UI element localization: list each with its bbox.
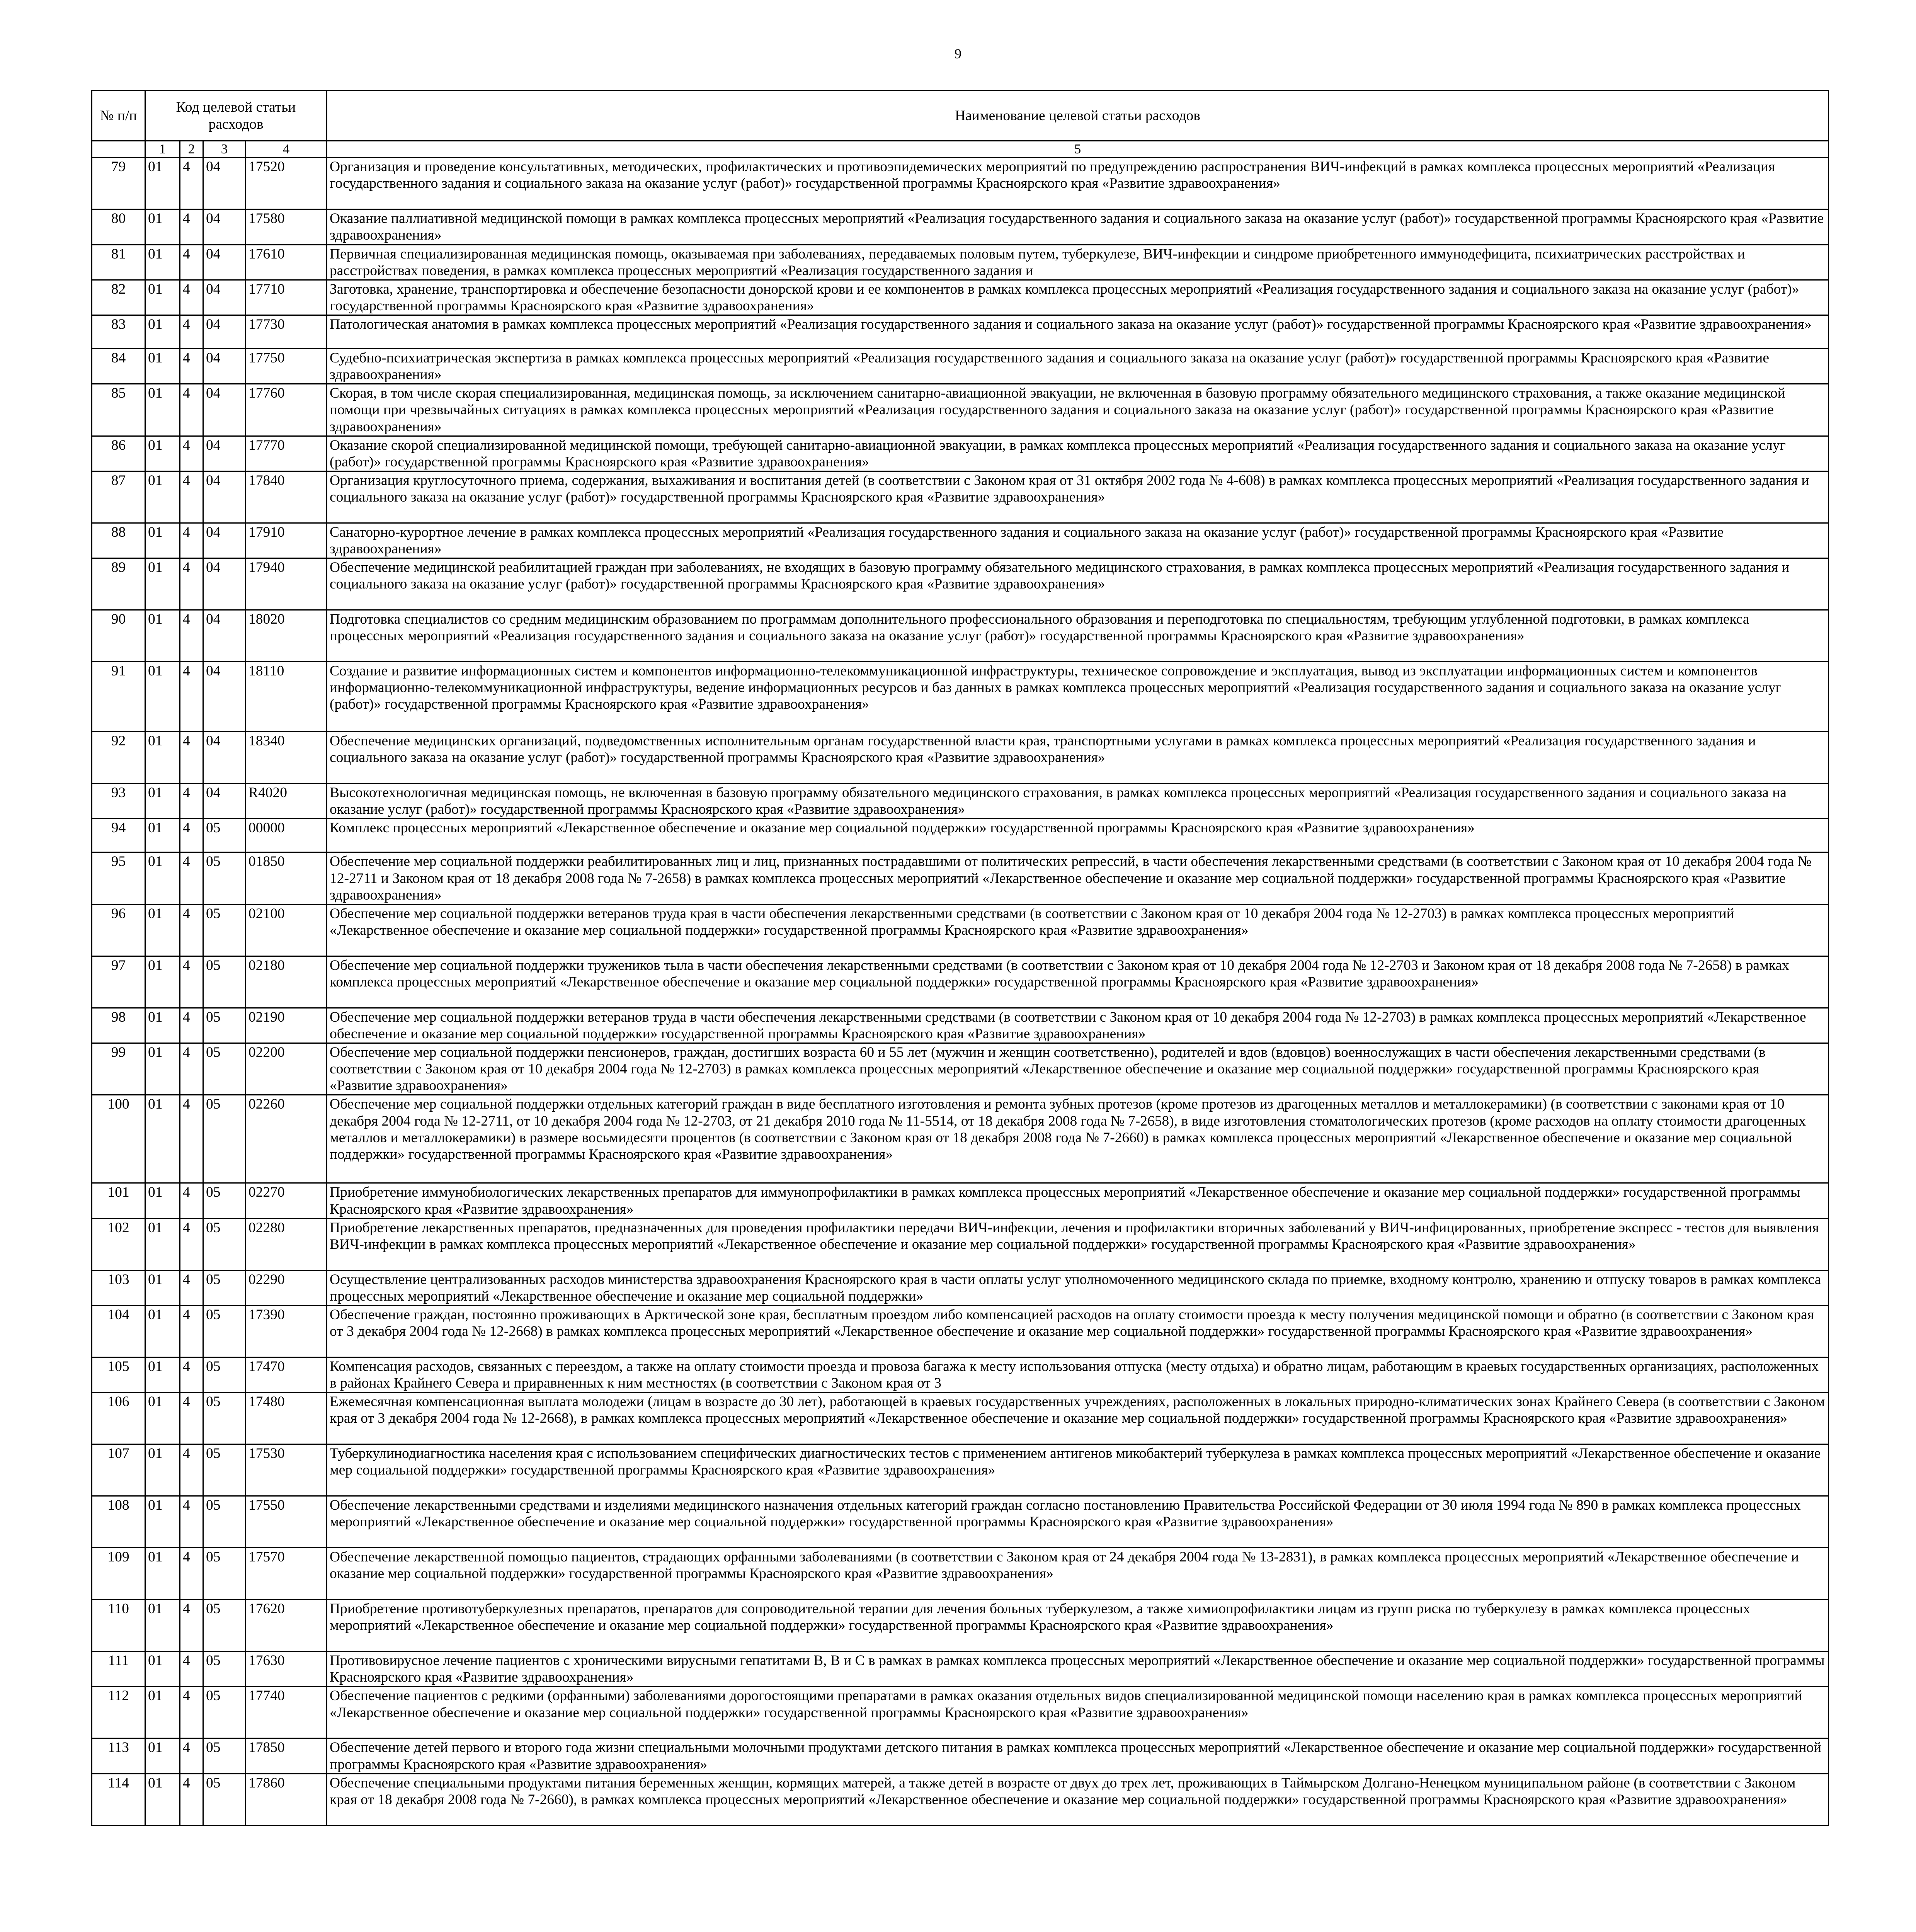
code-part-4: 17620 [246, 1600, 327, 1651]
code-part-1: 01 [145, 315, 180, 349]
code-part-3: 04 [203, 662, 246, 732]
row-number: 104 [92, 1305, 145, 1357]
code-part-3: 04 [203, 471, 246, 523]
code-part-3: 04 [203, 384, 246, 436]
expenditure-name: Противовирусное лечение пациентов с хроническими вирусными гепатитами B, B и C в рамках в рамках комплекса процессных мероприятий «Лекарственное обеспечение и оказание мер социальной поддержки» государственной программы Красноярского края «Развитие здравоохранения» [327, 1651, 1829, 1687]
row-number: 90 [92, 610, 145, 662]
expenditure-name: Обеспечение пациентов с редкими (орфанными) заболеваниями дорогостоящими препаратами в рамках оказания отдельных видов специализированной медицинской помощи населению края в рамках комплекса процессных мероприятий «Лекарственное обеспечение и оказание мер социальной поддержки» государственной программы Красноярского края «Развитие здравоохранения» [327, 1687, 1829, 1738]
row-number: 87 [92, 471, 145, 523]
code-part-1: 01 [145, 523, 180, 558]
row-number: 79 [92, 158, 145, 209]
code-part-3: 05 [203, 819, 246, 852]
code-part-1: 01 [145, 1095, 180, 1183]
code-part-2: 4 [180, 1357, 203, 1392]
code-part-4: 17910 [246, 523, 327, 558]
expenditure-name: Туберкулинодиагностика населения края с использованием специфических диагностических тестов с применением антигенов микобактерий туберкулеза в рамках комплекса процессных мероприятий «Лекарственное обеспечение и оказание мер социальной поддержки» государственной программы Красноярского края «Развитие здравоохранения» [327, 1444, 1829, 1496]
code-part-3: 05 [203, 1496, 246, 1548]
code-part-1: 01 [145, 1444, 180, 1496]
code-part-3: 05 [203, 1008, 246, 1043]
code-part-3: 05 [203, 1357, 246, 1392]
code-part-4: 17470 [246, 1357, 327, 1392]
code-part-1: 01 [145, 209, 180, 245]
code-part-4: 02270 [246, 1183, 327, 1218]
row-number: 111 [92, 1651, 145, 1687]
code-part-4: 02290 [246, 1270, 327, 1305]
code-part-2: 4 [180, 1774, 203, 1825]
code-part-4: 17520 [246, 158, 327, 209]
table-row [92, 1687, 1829, 1738]
code-part-3: 05 [203, 1738, 246, 1774]
code-part-2: 4 [180, 523, 203, 558]
code-part-3: 05 [203, 1218, 246, 1270]
expenditure-name: Обеспечение лекарственной помощью пациентов, страдающих орфанными заболеваниями (в соответствии с Законом края от 24 декабря 2004 года № 13-2831), в рамках комплекса процессных мероприятий «Лекарственное обеспечение и оказание мер социальной поддержки» государственной программы Красноярского края «Развитие здравоохранения» [327, 1548, 1829, 1600]
index-3: 3 [203, 141, 246, 158]
row-number: 94 [92, 819, 145, 852]
code-part-1: 01 [145, 662, 180, 732]
header-name: Наименование целевой статьи расходов [327, 91, 1829, 141]
table-row [92, 349, 1829, 384]
expenditure-name: Заготовка, хранение, транспортировка и обеспечение безопасности донорской крови и ее компонентов в рамках комплекса процессных мероприятий «Реализация государственного задания и социального заказа на оказание услуг (работ)» государственной программы Красноярского края «Развитие здравоохранения» [327, 280, 1829, 315]
code-part-2: 4 [180, 1651, 203, 1687]
row-number: 80 [92, 209, 145, 245]
table-row [92, 436, 1829, 471]
table-row [92, 1218, 1829, 1270]
table-row [92, 1357, 1829, 1392]
code-part-2: 4 [180, 209, 203, 245]
code-part-2: 4 [180, 349, 203, 384]
expenditure-name: Создание и развитие информационных систем и компонентов информационно-телекоммуникационной инфраструктуры, техническое сопровождение и эксплуатация, вывод из эксплуатации информационных систем и компонентов информационно-телекоммуникационной инфраструктуры, ведение информационных ресурсов и баз данных в рамках комплекса процессных мероприятий «Реализация государственного задания и социального заказа на оказание услуг (работ)» государственной программы Красноярского края «Развитие здравоохранения» [327, 662, 1829, 732]
row-number: 103 [92, 1270, 145, 1305]
code-part-2: 4 [180, 1183, 203, 1218]
expenditure-name: Обеспечение медицинских организаций, подведомственных исполнительным органам государственной власти края, транспортными услугами в рамках комплекса процессных мероприятий «Реализация государственного задания и социального заказа на оказание услуг (работ)» государственной программы Красноярского края «Развитие здравоохранения» [327, 732, 1829, 784]
code-part-3: 05 [203, 1305, 246, 1357]
row-number: 113 [92, 1738, 145, 1774]
expenditure-name: Обеспечение граждан, постоянно проживающих в Арктической зоне края, бесплатным проездом либо компенсацией расходов на оплату стоимости проезда к месту получения медицинской помощи и обратно (в соответствии с Законом края от 3 декабря 2004 года № 12-2668) в рамках комплекса процессных мероприятий «Лекарственное обеспечение и оказание мер социальной поддержки» государственной программы Красноярского края «Развитие здравоохранения» [327, 1305, 1829, 1357]
table-row [92, 1043, 1829, 1095]
code-part-3: 05 [203, 1043, 246, 1095]
code-part-3: 04 [203, 436, 246, 471]
expenditure-name: Первичная специализированная медицинская помощь, оказываемая при заболеваниях, передаваемых половым путем, туберкулезе, ВИЧ-инфекции и синдроме приобретенного иммунодефицита, психиатрических расстройствах и расстройствах поведения, в рамках комплекса процессных мероприятий «Реализация государственного задания и [327, 245, 1829, 280]
code-part-3: 05 [203, 1270, 246, 1305]
index-4: 4 [246, 141, 327, 158]
code-part-4: 17480 [246, 1393, 327, 1444]
code-part-4: 02100 [246, 904, 327, 956]
index-5: 5 [327, 141, 1829, 158]
table-row [92, 1548, 1829, 1600]
expenditure-name: Приобретение противотуберкулезных препаратов, препаратов для сопроводительной терапии для лечения больных туберкулезом, а также химиопрофилактики лицам из групп риска по туберкулезу в рамках комплекса процессных мероприятий «Лекарственное обеспечение и оказание мер социальной поддержки» государственной программы Красноярского края «Развитие здравоохранения» [327, 1600, 1829, 1651]
row-number: 89 [92, 558, 145, 610]
code-part-3: 05 [203, 1548, 246, 1600]
code-part-3: 04 [203, 245, 246, 280]
row-number: 102 [92, 1218, 145, 1270]
row-number: 107 [92, 1444, 145, 1496]
code-part-4: 17570 [246, 1548, 327, 1600]
expenditure-name: Скорая, в том числе скорая специализированная, медицинская помощь, за исключением санитарно-авиационной эвакуации, не включенная в базовую программу обязательного медицинского страхования, а также оказание медицинской помощи при чрезвычайных ситуациях в рамках комплекса процессных мероприятий «Реализация государственного задания и социального заказа на оказание услуг (работ)» государственной программы Красноярского края «Развитие здравоохранения» [327, 384, 1829, 436]
table-row [92, 558, 1829, 610]
code-part-4: 17840 [246, 471, 327, 523]
code-part-1: 01 [145, 245, 180, 280]
code-part-2: 4 [180, 436, 203, 471]
code-part-4: 02280 [246, 1218, 327, 1270]
code-part-2: 4 [180, 1218, 203, 1270]
code-part-1: 01 [145, 280, 180, 315]
code-part-3: 05 [203, 1600, 246, 1651]
code-part-2: 4 [180, 1305, 203, 1357]
target-expenditure-table [91, 90, 1829, 1826]
code-part-1: 01 [145, 732, 180, 784]
code-part-3: 04 [203, 158, 246, 209]
code-part-1: 01 [145, 384, 180, 436]
row-number: 109 [92, 1548, 145, 1600]
code-part-3: 04 [203, 315, 246, 349]
code-part-4: 00000 [246, 819, 327, 852]
code-part-2: 4 [180, 852, 203, 904]
table-row [92, 523, 1829, 558]
table-row [92, 1305, 1829, 1357]
row-number: 105 [92, 1357, 145, 1392]
expenditure-name: Подготовка специалистов со средним медицинским образованием по программам дополнительного профессионального образования и переподготовка по специальностям, требующим углубленной подготовки, в рамках комплекса процессных мероприятий «Реализация государственного задания и социального заказа на оказание услуг (работ)» государственной программы Красноярского края «Развитие здравоохранения» [327, 610, 1829, 662]
code-part-1: 01 [145, 1183, 180, 1218]
table-row [92, 784, 1829, 819]
index-1: 1 [145, 141, 180, 158]
row-number: 81 [92, 245, 145, 280]
table-row [92, 1095, 1829, 1183]
code-part-1: 01 [145, 1496, 180, 1548]
code-part-2: 4 [180, 956, 203, 1008]
code-part-1: 01 [145, 471, 180, 523]
code-part-3: 05 [203, 1393, 246, 1444]
table-row [92, 384, 1829, 436]
code-part-4: 17580 [246, 209, 327, 245]
row-number: 93 [92, 784, 145, 819]
expenditure-name: Обеспечение мер социальной поддержки отдельных категорий граждан в виде бесплатного изготовления и ремонта зубных протезов (кроме протезов из драгоценных металлов и металлокерамики) (в соответствии с законами края от 10 декабря 2004 года № 12-2711, от 10 декабря 2004 года № 12-2703, от 21 декабря 2010 года № 11-5514, от 18 декабря 2008 года № 7-2658), в виде изготовления стоматологических протезов (кроме расходов на оплату стоимости драгоценных металлов и металлокерамики) в размере восьмидесяти процентов (в соответствии с Законом края от 18 декабря 2008 года № 7-2660) в рамках комплекса процессных мероприятий «Лекарственное обеспечение и оказание мер социальной поддержки» государственной программы Красноярского края «Развитие здравоохранения» [327, 1095, 1829, 1183]
code-part-1: 01 [145, 1600, 180, 1651]
expenditure-name: Организация и проведение консультативных, методических, профилактических и противоэпидемических мероприятий по предупреждению распространения ВИЧ-инфекций в рамках комплекса процессных мероприятий «Реализация государственного задания и социального заказа на оказание услуг (работ)» государственной программы Красноярского края «Развитие здравоохранения» [327, 158, 1829, 209]
code-part-1: 01 [145, 1043, 180, 1095]
row-number: 112 [92, 1687, 145, 1738]
code-part-4: 17760 [246, 384, 327, 436]
table-body [92, 158, 1829, 1825]
code-part-2: 4 [180, 1496, 203, 1548]
table-row [92, 1444, 1829, 1496]
code-part-1: 01 [145, 852, 180, 904]
code-part-3: 05 [203, 904, 246, 956]
table-row [92, 852, 1829, 904]
table-row [92, 1774, 1829, 1825]
code-part-1: 01 [145, 1687, 180, 1738]
row-number: 100 [92, 1095, 145, 1183]
code-part-3: 04 [203, 280, 246, 315]
code-part-1: 01 [145, 1270, 180, 1305]
row-number: 96 [92, 904, 145, 956]
code-part-2: 4 [180, 245, 203, 280]
table-row [92, 1008, 1829, 1043]
code-part-2: 4 [180, 280, 203, 315]
code-part-2: 4 [180, 1444, 203, 1496]
code-part-2: 4 [180, 1738, 203, 1774]
table-row [92, 245, 1829, 280]
code-part-2: 4 [180, 1548, 203, 1600]
expenditure-name: Санаторно-курортное лечение в рамках комплекса процессных мероприятий «Реализация государственного задания и социального заказа на оказание услуг (работ)» государственной программы Красноярского края «Развитие здравоохранения» [327, 523, 1829, 558]
code-part-2: 4 [180, 1687, 203, 1738]
page-number: 9 [955, 46, 961, 61]
code-part-4: 02260 [246, 1095, 327, 1183]
code-part-4: 17730 [246, 315, 327, 349]
code-part-1: 01 [145, 784, 180, 819]
expenditure-name: Оказание скорой специализированной медицинской помощи, требующей санитарно-авиационной эвакуации, в рамках комплекса процессных мероприятий «Реализация государственного задания и социального заказа на оказание услуг (работ)» государственной программы Красноярского края «Развитие здравоохранения» [327, 436, 1829, 471]
code-part-3: 04 [203, 523, 246, 558]
row-number: 84 [92, 349, 145, 384]
code-part-3: 04 [203, 732, 246, 784]
code-part-3: 05 [203, 1444, 246, 1496]
code-part-3: 05 [203, 1095, 246, 1183]
row-number: 106 [92, 1393, 145, 1444]
code-part-4: 17630 [246, 1651, 327, 1687]
row-number: 108 [92, 1496, 145, 1548]
code-part-4: 18110 [246, 662, 327, 732]
code-part-2: 4 [180, 662, 203, 732]
code-part-3: 04 [203, 558, 246, 610]
expenditure-name: Обеспечение мер социальной поддержки реабилитированных лиц и лиц, признанных пострадавшими от политических репрессий, в части обеспечения лекарственными средствами (в соответствии с Законом края от 10 декабря 2004 года № 12-2711 и Законом края от 18 декабря 2008 года № 7-2658) в рамках комплекса процессных мероприятий «Лекарственное обеспечение и оказание мер социальной поддержки» государственной программы Красноярского края «Развитие здравоохранения» [327, 852, 1829, 904]
code-part-3: 04 [203, 209, 246, 245]
code-part-2: 4 [180, 1393, 203, 1444]
table-row [92, 209, 1829, 245]
code-part-2: 4 [180, 558, 203, 610]
code-part-1: 01 [145, 1548, 180, 1600]
expenditure-name: Судебно-психиатрическая экспертиза в рамках комплекса процессных мероприятий «Реализация государственного задания и социального заказа на оказание услуг (работ)» государственной программы Красноярского края «Развитие здравоохранения» [327, 349, 1829, 384]
code-part-1: 01 [145, 956, 180, 1008]
expenditure-name: Оказание паллиативной медицинской помощи в рамках комплекса процессных мероприятий «Реализация государственного задания и социального заказа на оказание услуг (работ)» государственной программы Красноярского края «Развитие здравоохранения» [327, 209, 1829, 245]
row-number: 101 [92, 1183, 145, 1218]
code-part-3: 04 [203, 349, 246, 384]
table-row [92, 904, 1829, 956]
code-part-1: 01 [145, 819, 180, 852]
row-number: 83 [92, 315, 145, 349]
code-part-2: 4 [180, 1270, 203, 1305]
expenditure-name: Приобретение лекарственных препаратов, предназначенных для проведения профилактики передачи ВИЧ-инфекции, лечения и профилактики вторичных заболеваний у ВИЧ-инфицированных, приобретение экспресс - тестов для выявления ВИЧ-инфекции в рамках комплекса процессных мероприятий «Лекарственное обеспечение и оказание мер социальной поддержки» государственной программы Красноярского края «Развитие здравоохранения» [327, 1218, 1829, 1270]
code-part-4: 17710 [246, 280, 327, 315]
code-part-4: 17550 [246, 1496, 327, 1548]
row-number: 114 [92, 1774, 145, 1825]
code-part-3: 05 [203, 1774, 246, 1825]
expenditure-name: Обеспечение лекарственными средствами и изделиями медицинского назначения отдельных категорий граждан согласно постановлению Правительства Российской Федерации от 30 июля 1994 года № 890 в рамках комплекса процессных мероприятий «Лекарственное обеспечение и оказание мер социальной поддержки» государственной программы Красноярского края «Развитие здравоохранения» [327, 1496, 1829, 1548]
table-row [92, 1270, 1829, 1305]
index-2: 2 [180, 141, 203, 158]
row-number: 85 [92, 384, 145, 436]
expenditure-name: Обеспечение детей первого и второго года жизни специальными молочными продуктами детского питания в рамках комплекса процессных мероприятий «Лекарственное обеспечение и оказание мер социальной поддержки» государственной программы Красноярского края «Развитие здравоохранения» [327, 1738, 1829, 1774]
table-row [92, 1651, 1829, 1687]
expenditure-name: Обеспечение мер социальной поддержки ветеранов труда края в части обеспечения лекарственными средствами (в соответствии с Законом края от 10 декабря 2004 года № 12-2703) в рамках комплекса процессных мероприятий «Лекарственное обеспечение и оказание мер социальной поддержки» государственной программы Красноярского края «Развитие здравоохранения» [327, 904, 1829, 956]
table-row [92, 1393, 1829, 1444]
table-row [92, 1600, 1829, 1651]
table-row [92, 158, 1829, 209]
code-part-1: 01 [145, 436, 180, 471]
code-part-2: 4 [180, 732, 203, 784]
row-number: 99 [92, 1043, 145, 1095]
table-row [92, 1183, 1829, 1218]
code-part-1: 01 [145, 1357, 180, 1392]
row-number: 86 [92, 436, 145, 471]
code-part-4: 01850 [246, 852, 327, 904]
code-part-1: 01 [145, 1305, 180, 1357]
code-part-2: 4 [180, 471, 203, 523]
code-part-2: 4 [180, 904, 203, 956]
header-code: Код целевой статьи расходов [145, 91, 327, 141]
expenditure-name: Организация круглосуточного приема, содержания, выхаживания и воспитания детей (в соответствии с Законом края от 31 октября 2002 года № 4-608) в рамках комплекса процессных мероприятий «Реализация государственного задания и социального заказа на оказание услуг (работ)» государственной программы Красноярского края «Развитие здравоохранения» [327, 471, 1829, 523]
table-row [92, 280, 1829, 315]
code-part-4: 17850 [246, 1738, 327, 1774]
table-row [92, 956, 1829, 1008]
expenditure-name: Обеспечение мер социальной поддержки пенсионеров, граждан, достигших возраста 60 и 55 лет (мужчин и женщин соответственно), родителей и вдов (вдовцов) военнослужащих в части обеспечения лекарственными средствами (в соответствии с Законом края от 10 декабря 2004 года № 12-2703) в рамках комплекса процессных мероприятий «Лекарственное обеспечение и оказание мер социальной поддержки» государственной программы Красноярского края «Развитие здравоохранения» [327, 1043, 1829, 1095]
index-blank [92, 141, 145, 158]
code-part-1: 01 [145, 904, 180, 956]
code-part-1: 01 [145, 1008, 180, 1043]
code-part-4: 17940 [246, 558, 327, 610]
code-part-2: 4 [180, 384, 203, 436]
code-part-2: 4 [180, 819, 203, 852]
expenditure-name: Приобретение иммунобиологических лекарственных препаратов для иммунопрофилактики в рамках комплекса процессных мероприятий «Лекарственное обеспечение и оказание мер социальной поддержки» государственной программы Красноярского края «Развитие здравоохранения» [327, 1183, 1829, 1218]
expenditure-name: Осуществление централизованных расходов министерства здравоохранения Красноярского края в части оплаты услуг уполномоченного медицинского склада по приемке, входному контролю, хранению и отпуску товаров в рамках комплекса процессных мероприятий «Лекарственное обеспечение и оказание мер социальной поддержки» [327, 1270, 1829, 1305]
expenditure-name: Обеспечение мер социальной поддержки ветеранов труда в части обеспечения лекарственными средствами (в соответствии с Законом края от 10 декабря 2004 года № 12-2703) в рамках комплекса процессных мероприятий «Лекарственное обеспечение и оказание мер социальной поддержки» государственной программы Красноярского края «Развитие здравоохранения» [327, 1008, 1829, 1043]
row-number: 92 [92, 732, 145, 784]
code-part-4: 18340 [246, 732, 327, 784]
header-number: № п/п [92, 91, 145, 141]
code-part-1: 01 [145, 1393, 180, 1444]
code-part-1: 01 [145, 158, 180, 209]
code-part-1: 01 [145, 1218, 180, 1270]
code-part-1: 01 [145, 558, 180, 610]
expenditure-name: Высокотехнологичная медицинская помощь, не включенная в базовую программу обязательного медицинского страхования, в рамках комплекса процессных мероприятий «Реализация государственного задания и социального заказа на оказание услуг (работ)» государственной программы Красноярского края «Развитие здравоохранения» [327, 784, 1829, 819]
table-row [92, 662, 1829, 732]
table-row [92, 610, 1829, 662]
row-number: 97 [92, 956, 145, 1008]
expenditure-name: Ежемесячная компенсационная выплата молодежи (лицам в возрасте до 30 лет), работающей в краевых государственных учреждениях, расположенных в локальных природно-климатических зонах Крайнего Севера (в соответствии с Законом края от 3 декабря 2004 года № 12-2668), в рамках комплекса процессных мероприятий «Лекарственное обеспечение и оказание мер социальной поддержки» государственной программы Красноярского края «Развитие здравоохранения» [327, 1393, 1829, 1444]
row-number: 95 [92, 852, 145, 904]
code-part-3: 05 [203, 956, 246, 1008]
code-part-4: 17390 [246, 1305, 327, 1357]
code-part-1: 01 [145, 1738, 180, 1774]
code-part-2: 4 [180, 1095, 203, 1183]
code-part-4: R4020 [246, 784, 327, 819]
code-part-3: 04 [203, 784, 246, 819]
row-number: 110 [92, 1600, 145, 1651]
row-number: 88 [92, 523, 145, 558]
expenditure-name: Патологическая анатомия в рамках комплекса процессных мероприятий «Реализация государственного задания и социального заказа на оказание услуг (работ)» государственной программы Красноярского края «Развитие здравоохранения» [327, 315, 1829, 349]
row-number: 98 [92, 1008, 145, 1043]
code-part-4: 17610 [246, 245, 327, 280]
code-part-3: 04 [203, 610, 246, 662]
code-part-2: 4 [180, 158, 203, 209]
code-part-4: 02180 [246, 956, 327, 1008]
row-number: 91 [92, 662, 145, 732]
code-part-1: 01 [145, 1651, 180, 1687]
code-part-4: 02200 [246, 1043, 327, 1095]
code-part-4: 17750 [246, 349, 327, 384]
code-part-4: 18020 [246, 610, 327, 662]
code-part-1: 01 [145, 1774, 180, 1825]
expenditure-name: Обеспечение медицинской реабилитацией граждан при заболеваниях, не входящих в базовую программу обязательного медицинского страхования, в рамках комплекса процессных мероприятий «Реализация государственного задания и социального заказа на оказание услуг (работ)» государственной программы Красноярского края «Развитие здравоохранения» [327, 558, 1829, 610]
table-row [92, 1738, 1829, 1774]
code-part-3: 05 [203, 1651, 246, 1687]
code-part-3: 05 [203, 852, 246, 904]
code-part-4: 17770 [246, 436, 327, 471]
row-number: 82 [92, 280, 145, 315]
code-part-2: 4 [180, 1043, 203, 1095]
code-part-1: 01 [145, 349, 180, 384]
code-part-2: 4 [180, 784, 203, 819]
code-part-2: 4 [180, 315, 203, 349]
table-row [92, 315, 1829, 349]
code-part-2: 4 [180, 1600, 203, 1651]
expenditure-name: Комплекс процессных мероприятий «Лекарственное обеспечение и оказание мер социальной поддержки» государственной программы Красноярского края «Развитие здравоохранения» [327, 819, 1829, 852]
code-part-3: 05 [203, 1687, 246, 1738]
expenditure-name: Компенсация расходов, связанных с переездом, а также на оплату стоимости проезда и провоза багажа к месту использования отпуска (месту отдыха) и обратно лицам, работающим в краевых государственных организациях, расположенных в районах Крайнего Севера и приравненных к ним местностях (в соответствии с Законом края от 3 [327, 1357, 1829, 1392]
code-part-4: 17740 [246, 1687, 327, 1738]
code-part-2: 4 [180, 1008, 203, 1043]
code-part-2: 4 [180, 610, 203, 662]
table-row [92, 732, 1829, 784]
code-part-3: 05 [203, 1183, 246, 1218]
code-part-4: 17860 [246, 1774, 327, 1825]
table-row [92, 819, 1829, 852]
table-row [92, 471, 1829, 523]
code-part-4: 02190 [246, 1008, 327, 1043]
expenditure-name: Обеспечение специальными продуктами питания беременных женщин, кормящих матерей, а также детей в возрасте от двух до трех лет, проживающих в Таймырском Долгано-Ненецком муниципальном районе (в соответствии с Законом края от 18 декабря 2008 года № 7-2660), в рамках комплекса процессных мероприятий «Лекарственное обеспечение и оказание мер социальной поддержки» государственной программы Красноярского края «Развитие здравоохранения» [327, 1774, 1829, 1825]
code-part-4: 17530 [246, 1444, 327, 1496]
code-part-1: 01 [145, 610, 180, 662]
expenditure-name: Обеспечение мер социальной поддержки тружеников тыла в части обеспечения лекарственными средствами (в соответствии с Законом края от 10 декабря 2004 года № 12-2703 и Законом края от 18 декабря 2008 года № 7-2658) в рамках комплекса процессных мероприятий «Лекарственное обеспечение и оказание мер социальной поддержки» государственной программы Красноярского края «Развитие здравоохранения» [327, 956, 1829, 1008]
table-row [92, 1496, 1829, 1548]
